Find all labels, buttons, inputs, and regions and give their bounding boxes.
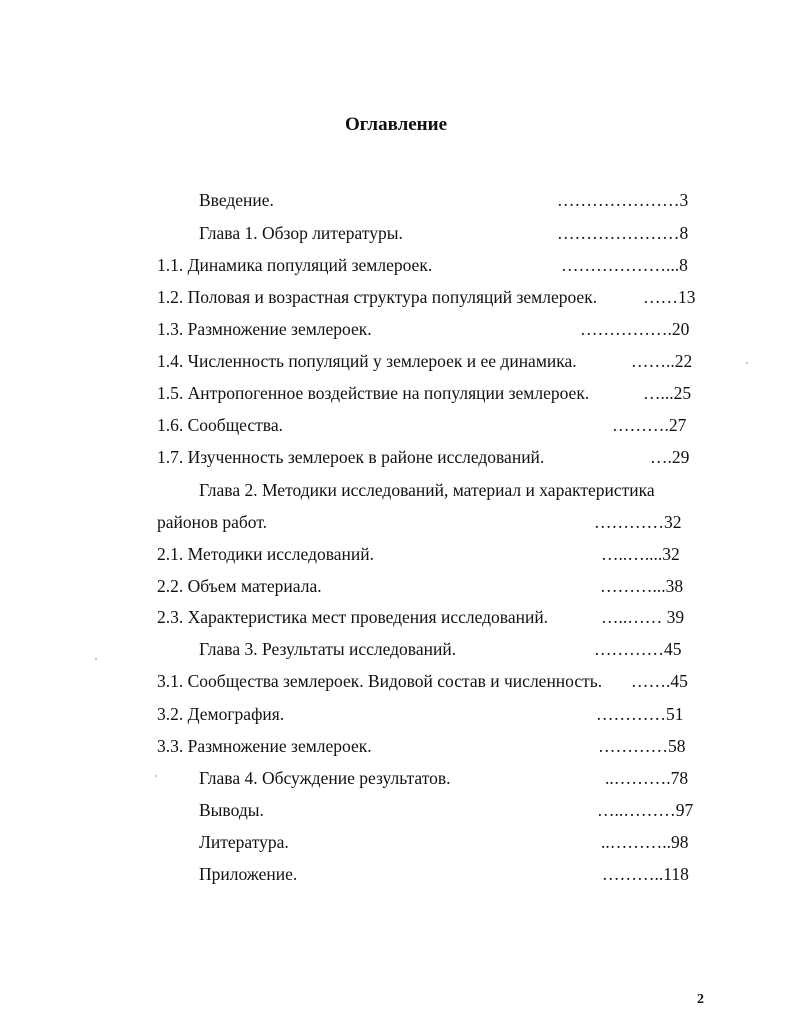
toc-entry-leader: ..……….78 [605, 768, 689, 788]
toc-entry-leader: …………….20 [580, 319, 690, 339]
toc-entry-leader: …..…… 39 [601, 607, 685, 627]
toc-entry-leader: ……….27 [612, 415, 687, 435]
toc-entry-leader: …………………8 [557, 223, 689, 243]
toc-entry-text: 3.2. Демография. [157, 704, 285, 724]
page-title: Оглавление [344, 114, 448, 135]
toc-entry-leader: …..………97 [597, 800, 694, 820]
scan-speck [746, 362, 748, 364]
toc-entry-text: 1.5. Антропогенное воздействие на популяции землероек. [157, 383, 590, 403]
toc-entry-text: 1.7. Изученность землероек в районе исследований. [157, 447, 545, 467]
toc-entry-leader: ……13 [643, 287, 696, 307]
toc-entry-leader: …….45 [631, 671, 688, 691]
toc-entry-text: 1.6. Сообщества. [157, 415, 283, 435]
toc-entry-leader: ……..22 [631, 351, 693, 371]
toc-entry-leader: ………..118 [602, 864, 689, 884]
toc-entry-text: районов работ. [157, 512, 268, 532]
toc-entry-text: Введение. [199, 190, 274, 210]
toc-entry-text: 1.4. Численность популяций у землероек и ее динамика. [157, 351, 577, 371]
toc-entry-text: Глава 1. Обзор литературы. [199, 223, 403, 243]
toc-entry-leader: …………32 [594, 512, 682, 532]
toc-entry-leader: …...25 [643, 383, 692, 403]
toc-entry-leader: ..………..98 [601, 832, 689, 852]
toc-entry-leader: …………………3 [557, 190, 689, 210]
toc-entry-leader: …..…....32 [601, 544, 680, 564]
scan-speck [95, 658, 97, 660]
toc-entry-text: 2.1. Методики исследований. [157, 544, 374, 564]
toc-entry-text: Глава 4. Обсуждение результатов. [199, 768, 451, 788]
toc-entry-text: 3.1. Сообщества землероек. Видовой состав и численность. [157, 671, 603, 691]
toc-entry-text: 3.3. Размножение землероек. [157, 736, 372, 756]
toc-entry-text: Глава 3. Результаты исследований. [199, 639, 457, 659]
toc-entry-text: 2.2. Объем материала. [157, 576, 322, 596]
page-number: 2 [697, 992, 704, 1007]
toc-entry-text: Литература. [199, 832, 289, 852]
toc-entry-text: 1.3. Размножение землероек. [157, 319, 372, 339]
toc-entry-leader: …………51 [596, 704, 684, 724]
toc-entry-leader: …………58 [598, 736, 686, 756]
toc-entry-text: 1.2. Половая и возрастная структура популяций землероек. [157, 287, 598, 307]
toc-entry-text: 2.3. Характеристика мест проведения исследований. [157, 607, 549, 627]
toc-entry-leader: ….29 [650, 447, 690, 467]
toc-entry-text: 1.1. Динамика популяций землероек. [157, 255, 433, 275]
toc-entry-leader: ………...38 [600, 576, 684, 596]
toc-entry-text: Приложение. [199, 864, 298, 884]
scan-speck [155, 775, 157, 777]
toc-entry-text: Глава 2. Методики исследований, материал и характеристика [199, 480, 655, 500]
toc-entry-leader: …………45 [594, 639, 682, 659]
toc-entry-text: Выводы. [199, 800, 264, 820]
toc-entry-leader: ………………...8 [561, 255, 688, 275]
